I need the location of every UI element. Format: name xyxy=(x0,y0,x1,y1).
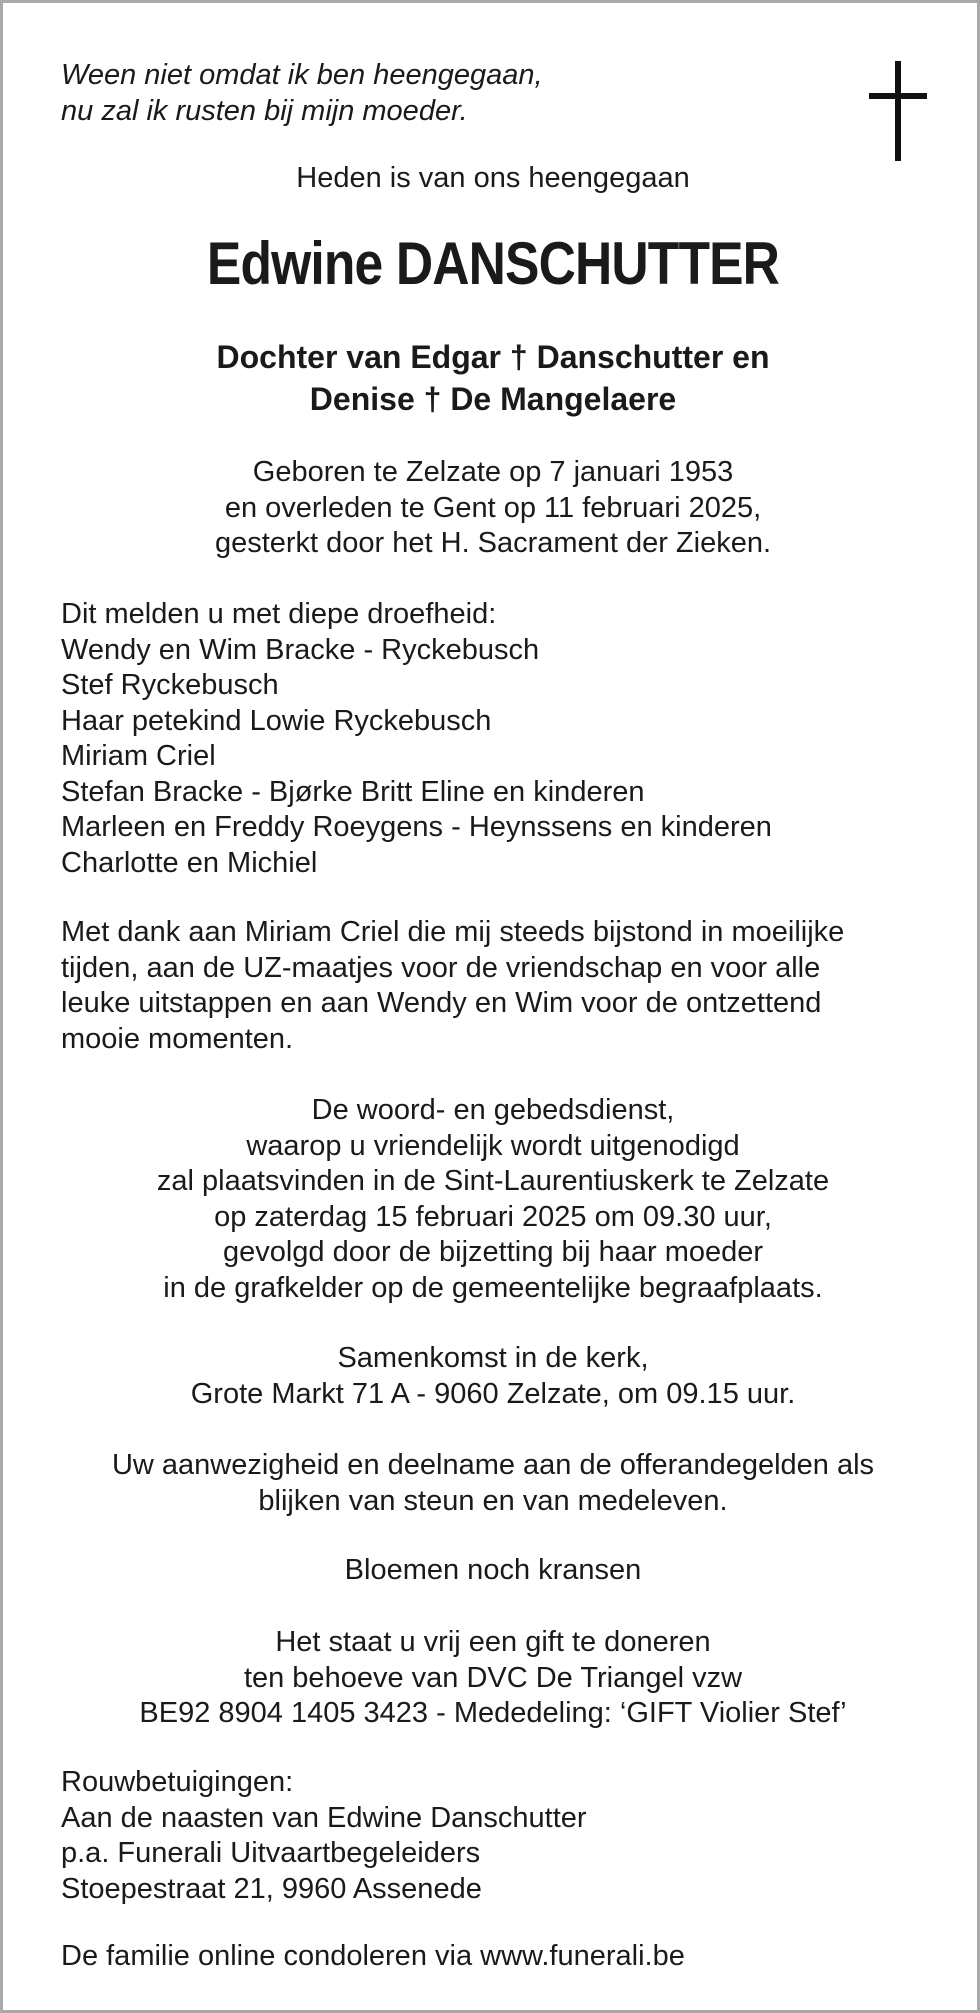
family-heading: Dit melden u met diepe droefheid: xyxy=(61,598,497,630)
parents-line: Dochter van Edgar † Danschutter en xyxy=(216,339,770,375)
family-member: Miriam Criel xyxy=(61,740,216,772)
service-line: in de grafkelder op de gemeentelijke begraafplaats. xyxy=(163,1271,823,1304)
family-member: Stefan Bracke - Bjørke Britt Eline en kinderen xyxy=(61,775,645,808)
thanks-line: leuke uitstappen en aan Wendy en Wim voor de ontzettend xyxy=(61,987,822,1019)
gift-line: BE92 8904 1405 3423 - Mededeling: ‘GIFT Violier Stef’ xyxy=(139,1697,847,1729)
opening-quote xyxy=(61,57,543,129)
latin-cross-icon xyxy=(869,61,927,161)
quote-line: Ween niet omdat ik ben heengegaan, xyxy=(61,59,543,91)
family-member: Marleen en Freddy Roeygens - Heynssens en kinderen xyxy=(61,811,772,843)
condolence-line: Stoepestraat 21, 9960 Assenede xyxy=(61,1872,482,1905)
service-line: zal plaatsvinden in de Sint-Laurentiuskerk te Zelzate xyxy=(156,1165,830,1197)
condolence-line: Aan de naasten van Edwine Danschutter xyxy=(61,1801,587,1834)
service-line: waarop u vriendelijk wordt uitgenodigd xyxy=(246,1129,740,1162)
cross-vertical-bar xyxy=(895,61,901,161)
service-line: op zaterdag 15 februari 2025 om 09.30 uur, xyxy=(214,1200,772,1233)
intro-text: Heden is van ons heengegaan xyxy=(296,162,690,194)
online-condolence-text: De familie online condoleren via www.funerali.be xyxy=(61,1940,685,1972)
thanks-paragraph xyxy=(61,915,931,1057)
thanks-line: mooie momenten. xyxy=(61,1022,294,1055)
presence-line: Uw aanwezigheid en deelname aan de offerandegelden als xyxy=(111,1449,875,1481)
meeting-line: Samenkomst in de kerk, xyxy=(337,1342,649,1374)
condolence-heading: Rouwbetuigingen: xyxy=(61,1766,294,1798)
family-list xyxy=(61,597,941,881)
birth-death-line: Geboren te Zelzate op 7 januari 1953 xyxy=(252,456,734,488)
deceased-name: Edwine DANSCHUTTER xyxy=(206,230,780,297)
parents-text xyxy=(3,336,980,420)
service-line: De woord- en gebedsdienst, xyxy=(311,1094,675,1126)
birth-death-block xyxy=(3,455,980,562)
birth-death-line: gesterkt door het H. Sacrament der Zieken. xyxy=(214,527,772,559)
gift-block xyxy=(3,1625,980,1732)
family-member: Haar petekind Lowie Ryckebusch xyxy=(61,704,492,737)
presence-block xyxy=(3,1448,980,1519)
service-line: gevolgd door de bijzetting bij haar moeder xyxy=(222,1236,764,1268)
meeting-block xyxy=(3,1341,980,1412)
family-member: Charlotte en Michiel xyxy=(61,846,318,879)
quote-line: nu zal ik rusten bij mijn moeder. xyxy=(61,95,468,127)
thanks-line: tijden, aan de UZ-maatjes voor de vriendschap en voor alle xyxy=(61,951,821,984)
meeting-line: Grote Markt 71 A - 9060 Zelzate, om 09.15 uur. xyxy=(190,1377,796,1410)
flowers-note: Bloemen noch kransen xyxy=(344,1554,642,1586)
presence-line: blijken van steun en van medeleven. xyxy=(258,1484,728,1517)
gift-line: ten behoeve van DVC De Triangel vzw xyxy=(243,1661,743,1694)
family-member: Stef Ryckebusch xyxy=(61,669,279,701)
service-block xyxy=(3,1093,980,1306)
thanks-line: Met dank aan Miriam Criel die mij steeds bijstond in moeilijke xyxy=(61,916,845,948)
birth-death-line: en overleden te Gent op 11 februari 2025, xyxy=(224,491,762,524)
family-member: Wendy en Wim Bracke - Ryckebusch xyxy=(61,633,540,666)
gift-line: Het staat u vrij een gift te doneren xyxy=(275,1626,711,1658)
cross-horizontal-bar xyxy=(869,93,927,99)
condolence-line: p.a. Funerali Uitvaartbegeleiders xyxy=(61,1837,481,1869)
condolence-address xyxy=(61,1765,941,1907)
parents-line: Denise † De Mangelaere xyxy=(309,381,677,417)
